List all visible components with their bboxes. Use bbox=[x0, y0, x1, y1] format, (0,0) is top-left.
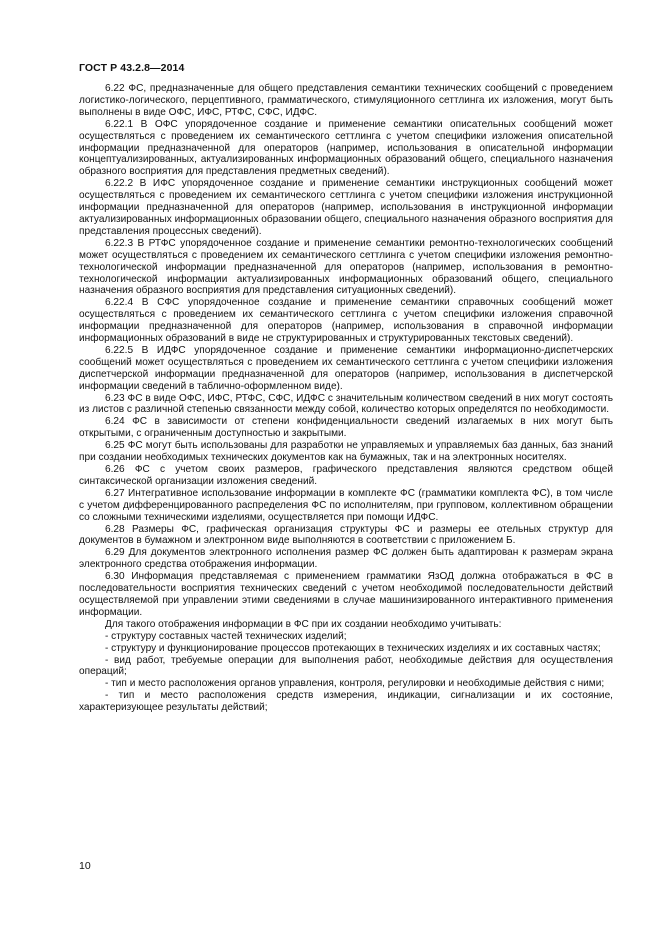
page-number: 10 bbox=[79, 860, 91, 872]
list-item: - вид работ, требуемые операции для выполнения работ, необходимые действия для осуществления операций; bbox=[79, 654, 613, 678]
paragraph: 6.22.4 В СФС упорядоченное создание и применение семантики справочных сообщений может осуществляться с проведением их семантического сеттлинга с учетом специфики изложения справочной информации предназначенной для операторов (например, использования в справочной информации информационных образований в виде не структурированных и структурированных текстовых сведений). bbox=[79, 297, 613, 345]
paragraph: 6.22 ФС, предназначенные для общего представления семантики технических сообщений с проведением логистико-логического, перцептивного, грамматического, стимуляционного сеттлинга их изложения, могут быть выполнены в виде ОФС, ИФС, РТФС, СФС, ИДФС. bbox=[79, 83, 613, 118]
paragraph: 6.27 Интегративное использование информации в комплекте ФС (грамматики комплекта ФС), в том числе с учетом дифференцированного распределения ФС по исполнителям, при групповом, коллективном обращении со сложными техническими изделиями, осуществляется при помощи ИДФС. bbox=[79, 487, 613, 523]
paragraph: 6.30 Информация представляемая с применением грамматики ЯзОД должна отображаться в ФС в последовательности восприятия технических сведений с учетом необходимой последовательности действий осуществляемой при управлении этими сведениями в случае машинизированного интерактивного применения информации. bbox=[79, 571, 613, 618]
paragraph: 6.29 Для документов электронного исполнения размер ФС должен быть адаптирован к размерам экрана электронного средства отображения информации. bbox=[79, 547, 613, 571]
page-header: ГОСТ Р 43.2.8—2014 bbox=[79, 62, 185, 74]
paragraph: 6.22.1 В ОФС упорядоченное создание и применение семантики описательных сообщений может осуществляться с проведением их семантического сеттлинга с учетом специфики изложения описательной информации предназначенной для операторов (например, использования в описательной информации концептуализированных, актуализированных информационных образований общего, специального назначения образного восприятия для представления предметных сведений). bbox=[79, 118, 613, 178]
paragraph: 6.22.2 В ИФС упорядоченное создание и применение семантики инструкционных сообщений может осуществляться с проведением их семантического сеттлинга с учетом специфики изложения инструкционной информации предназначенной для операторов (например, использования в инструкционной информации актуализированных информационных образовании общего, специального назначения образного восприятия для представления процессных сведений). bbox=[79, 178, 613, 237]
paragraph: 6.26 ФС с учетом своих размеров, графического представления являются средством общей синтаксической организации изложения сведений. bbox=[79, 464, 613, 487]
paragraph: 6.22.5 В ИДФС упорядоченное создание и применение семантики информационно-диспетчерских сообщений может осуществляться с проведением их семантического сеттлинга с учетом специфики изложения диспетчерской информации предназначенной для операторов (например, использования в диспетчерской информации сведений в таблично-оформленном виде). bbox=[79, 344, 613, 392]
paragraph: 6.24 ФС в зависимости от степени конфиденциальности сведений излагаемых в них могут быть открытыми, с ограниченным доступностью и закрытыми. bbox=[79, 416, 613, 440]
list-item: - тип и место расположения средств измерения, индикации, сигнализации и их состояние, характеризующее результаты действий; bbox=[79, 690, 613, 714]
paragraph: Для такого отображения информации в ФС при их создании необходимо учитывать: bbox=[105, 618, 502, 630]
list-item: - структуру и функционирование процессов протекающих в технических изделиях и их составных частях; bbox=[105, 642, 601, 654]
paragraph: 6.23 ФС в виде ОФС, ИФС, РТФС, СФС, ИДФС с значительным количеством сведений в них могут состоять из листов с различной степенью связанности между собой, количество которых определятся по необходимости. bbox=[79, 392, 613, 416]
paragraph: 6.22.3 В РТФС упорядоченное создание и применение семантики ремонтно-технологических сообщений может осуществляться с проведением их семантического сеттлинга с учетом специфики изложения ремонтно-технологической информации предназначенной для операторов (например, использования в ремонтно-технологической информации актуализированных информационных образований общего, специального назначения образного восприятия для представления ситуационных сведений). bbox=[79, 237, 613, 297]
paragraph: 6.28 Размеры ФС, графическая организация структуры ФС и размеры ее отельных структур для документов в бумажном и электронном виде выполняются в соответствии с приложением Б. bbox=[79, 523, 613, 547]
body-text bbox=[79, 83, 613, 714]
list-item: - структуру составных частей технических изделий; bbox=[105, 630, 347, 642]
paragraph: 6.25 ФС могут быть использованы для разработки не управляемых и управляемых баз данных, баз знаний при создании необходимых технических документов как на бумажных, так и на электронных носителях. bbox=[79, 440, 613, 464]
list-item: - тип и место расположения органов управления, контроля, регулировки и необходимые действия с ними; bbox=[105, 678, 605, 690]
